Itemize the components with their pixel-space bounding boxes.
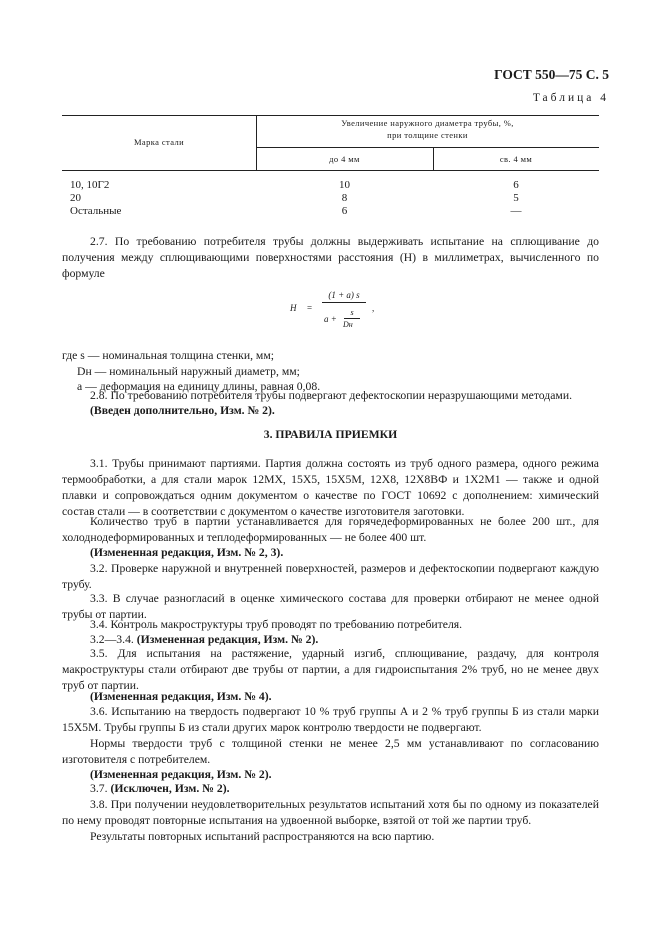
- table-body: [62, 179, 599, 218]
- col-header-increase-line2: при толщине стенки: [387, 130, 468, 140]
- paragraph-2-8: 2.8. По требованию потребителя трубы подвергают дефектоскопии неразрушающими методами.: [90, 389, 572, 402]
- paragraph-3-4: 3.4. Контроль макроструктуры труб проводят по требованию потребителя.: [90, 618, 463, 631]
- section-title: 3. ПРАВИЛА ПРИЕМКИ: [263, 428, 398, 441]
- table-top-rule: [62, 115, 599, 116]
- amendment-note: (Измененная редакция, Изм. № 2).: [136, 633, 319, 646]
- formula-denominator-d: Dн: [343, 320, 353, 329]
- page-header: ГОСТ 550—75 С. 5: [494, 67, 609, 82]
- paragraph-3-8b: Результаты повторных испытаний распространяются на всю партию.: [90, 830, 435, 843]
- amendment-note: (Измененная редакция, Изм. № 2).: [90, 768, 272, 781]
- paragraph-3-2: 3.2. Проверке наружной и внутренней поверхностей, размеров и дефектоскопии подвергают каждую трубу.: [62, 562, 599, 591]
- formula-inner-fraction-bar: [344, 318, 360, 319]
- table-row: [62, 205, 599, 218]
- paragraph-3-6: 3.6. Испытанию на твердость подвергают 10 % труб группы А и 2 % труб группы Б из стали марки 15Х5М. Трубы группы Б из стали других марок контролю твердости не подвергают.: [62, 705, 599, 734]
- formula-numerator: (1 + a) s: [328, 290, 360, 300]
- amendment-note: (Измененная редакция, Изм. № 2, 3).: [90, 546, 284, 559]
- cell-over4: 6: [513, 179, 519, 191]
- formula-equals: =: [307, 303, 313, 313]
- paragraph-2-7: 2.7. По требованию потребителя трубы должны выдерживать испытание на сплющивание до получения между сплющивающими поверхностями расстояния (H) в миллиметрах, вычисленного по формуле: [62, 235, 599, 280]
- table-header-bottom-rule: [62, 170, 599, 171]
- cell-steel: Остальные: [70, 205, 122, 217]
- col-header-over4: св. 4 мм: [499, 154, 533, 164]
- col-header-upto4: до 4 мм: [329, 154, 360, 164]
- paragraph-2-8-note: (Введен дополнительно, Изм. № 2).: [90, 404, 275, 417]
- cell-over4: 5: [513, 192, 519, 204]
- paragraph-3-1: 3.1. Трубы принимают партиями. Партия должна состоять из труб одного размера, одного режима термообработки, а для стали марок 12МХ, 15Х5, 15Х5М, 12Х8, 12Х8ВФ и 1Х2М1 — также и одной плавки и сопровождаться одним документом о качестве по ГОСТ 10692 с дополнением: химический состав стали — в соответствии с документом о качестве изготовителя заготовки.: [62, 457, 599, 518]
- cell-steel: 10, 10Г2: [70, 179, 110, 191]
- col-header-increase: [256, 117, 599, 141]
- formula-lhs: H: [290, 303, 297, 313]
- paragraph-prefix: 3.2—3.4.: [90, 633, 134, 646]
- col-header-steel: Марка стали: [133, 137, 185, 147]
- paragraph-3-7: [62, 781, 599, 797]
- cell-upto4: 10: [339, 179, 350, 191]
- table-header-mid-rule: [256, 147, 599, 148]
- table-label: Таблица 4: [532, 92, 609, 104]
- cell-steel: 20: [70, 192, 81, 204]
- paragraph-3-5: 3.5. Для испытания на растяжение, ударный изгиб, сплющивание, раздачу, для контроля макроструктуры стали отбирают две трубы от партии, а для гидроиспытания 2% труб, но не менее двух труб от партии.: [62, 647, 599, 692]
- flattening-formula: [270, 290, 400, 340]
- cell-upto4: 8: [341, 192, 348, 204]
- amendment-note: (Измененная редакция, Изм. № 4).: [90, 690, 272, 703]
- paragraph-3-3: 3.3. В случае разногласий в оценке химического состава для проверки отбирают не менее одной трубы от партии.: [62, 592, 599, 621]
- amendment-note: (Исключен, Изм. № 2).: [110, 782, 230, 795]
- col-header-increase-line1: Увеличение наружного диаметра трубы, %,: [341, 118, 514, 128]
- definition-s: где s — номинальная толщина стенки, мм;: [62, 349, 274, 362]
- paragraph-3-6b: Нормы твердости труб с толщиной стенки не менее 2,5 мм устанавливают по согласованию изготовителя с потребителем.: [62, 737, 599, 766]
- formula-comma: ,: [372, 303, 375, 313]
- formula-denominator-s: s: [350, 308, 354, 317]
- paragraph-3-8: 3.8. При получении неудовлетворительных результатов испытаний хотя бы по одному из показателей по нему проводят повторные испытания на удвоенной выборке, взятой от той же партии труб.: [62, 798, 599, 827]
- cell-over4: —: [510, 205, 522, 217]
- definition-a: a — деформация на единицу длины, равная 0,08.: [77, 380, 321, 393]
- table-row: [62, 192, 599, 205]
- paragraph-3-1b: Количество труб в партии устанавливается для горячедеформированных не более 200 шт., для холоднодеформированных и теплодеформированных — не более 400 шт.: [62, 515, 599, 544]
- table-row: [62, 179, 599, 192]
- paragraph-prefix: 3.7.: [90, 782, 108, 795]
- cell-upto4: 6: [341, 205, 348, 217]
- formula-denominator-a: a +: [324, 314, 337, 324]
- definition-d: Dн — номинальный наружный диаметр, мм;: [77, 364, 300, 378]
- formula-fraction-bar: [322, 302, 366, 303]
